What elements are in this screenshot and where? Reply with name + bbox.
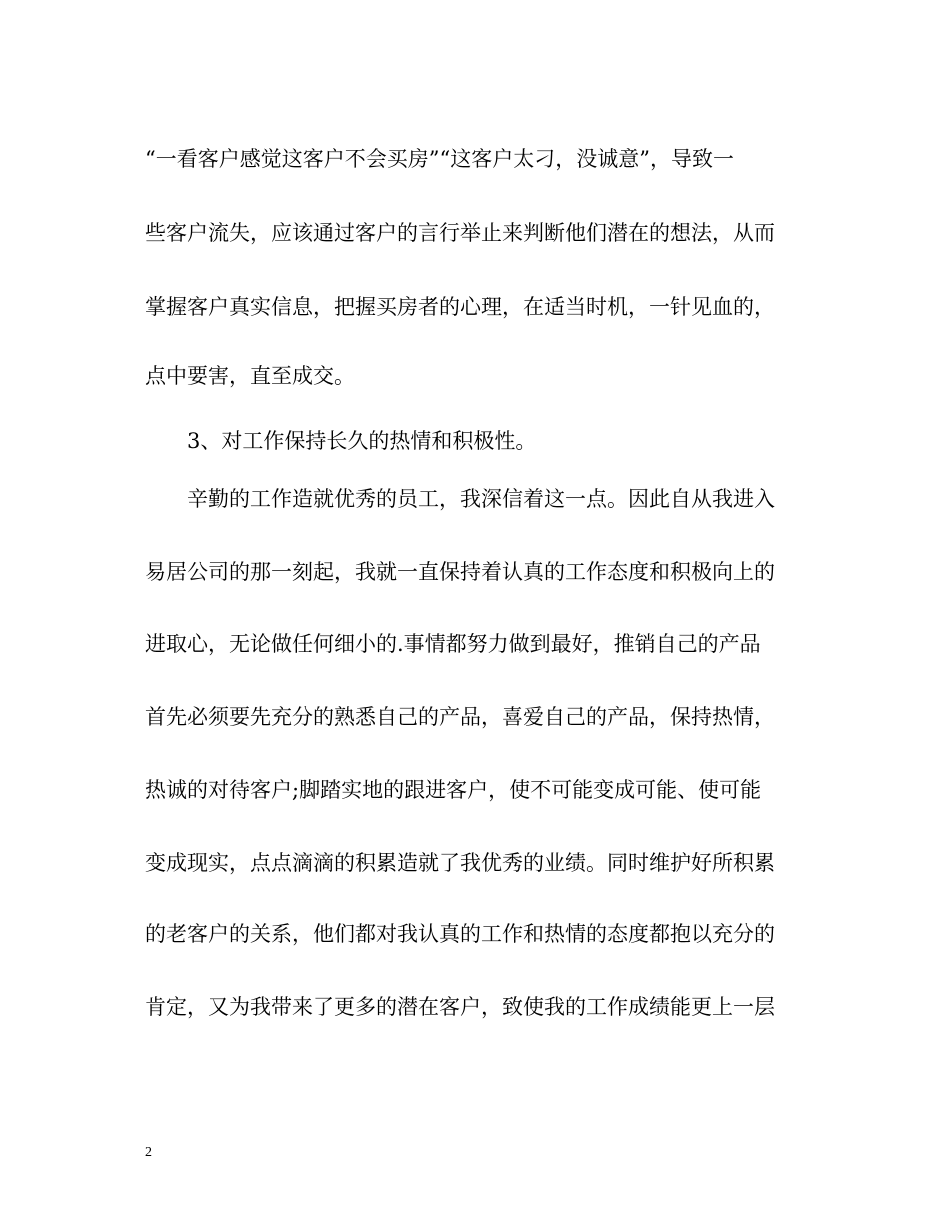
text-line: 掌握客户真实信息，把握买房者的心理，在适当时机，一针见血的， (145, 295, 775, 319)
text-line: 的老客户的关系，他们都对我认真的工作和热情的态度都抱以充分的 (145, 922, 775, 946)
text-line: 热诚的对待客户;脚踏实地的跟进客户，使不可能变成可能、使可能 (145, 778, 762, 802)
text-line: 易居公司的那一刻起，我就一直保持着认真的工作态度和积极向上的 (145, 560, 775, 584)
text-line: 些客户流失，应该通过客户的言行举止来判断他们潜在的想法，从而 (145, 221, 775, 245)
text-line: 首先必须要先充分的熟悉自己的产品，喜爱自己的产品，保持热情， (145, 705, 775, 729)
page-number: 2 (145, 1145, 152, 1160)
text-line: 进取心，无论做任何细小的.事情都努力做到最好，推销自己的产品 (145, 632, 761, 656)
paragraph-first-line: 辛勤的工作造就优秀的员工，我深信着这一点。因此自从我进入 (187, 487, 775, 511)
text-line: 点中要害，直至成交。 (145, 364, 355, 388)
text-line: “一看客户感觉这客户不会买房”“这客户太刁，没诚意”，导致一 (145, 147, 734, 171)
text-line: 肯定，又为我带来了更多的潜在客户，致使我的工作成绩能更上一层 (145, 995, 775, 1019)
text-line: 变成现实，点点滴滴的积累造就了我优秀的业绩。同时维护好所积累 (145, 851, 775, 875)
numbered-heading: 3、对工作保持长久的热情和积极性。 (187, 429, 537, 453)
